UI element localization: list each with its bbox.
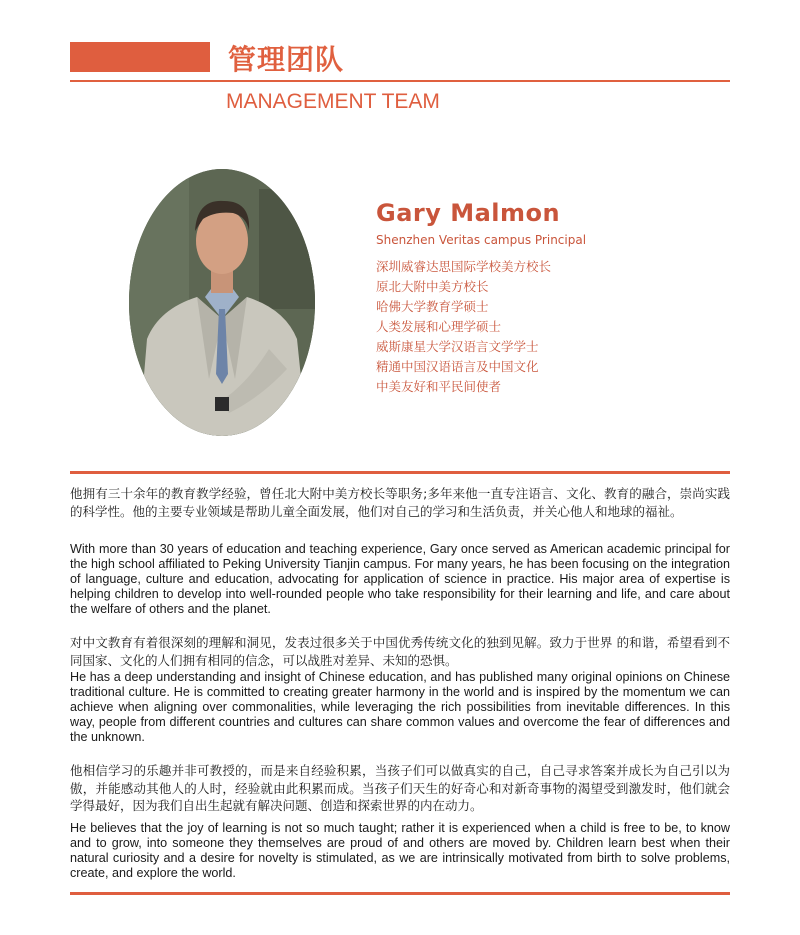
- profile-name: Gary Malmon: [376, 199, 561, 227]
- portrait-illustration: [129, 169, 315, 436]
- bio-paragraph-2-cn: 对中文教育有着很深刻的理解和洞见，发表过很多关于中国优秀传统文化的独到见解。致力于世界 的和谐，希望看到不同国家、文化的人们拥有相同的信念，可以战胜对差异、未知的恐惧。: [70, 635, 730, 668]
- profile-role: Shenzhen Veritas campus Principal: [376, 233, 587, 247]
- bio-paragraph-3-cn: 他相信学习的乐趣并非可教授的，而是来自经验积累，当孩子们可以做真实的自己，自己寻求答案并成长为自己引以为傲，并能感动其他人的人时，经验就由此积累而成。当孩子们天生的好奇心和对新奇事物的渴望受到激发时，他们就会学得最好，因为我们自出生起就有解决问题、创造和探索世界的内在动力。: [70, 763, 730, 813]
- section-divider-top: [70, 471, 730, 474]
- title-accent-bar: [70, 42, 210, 72]
- page-title-cn: 管理团队: [228, 43, 345, 76]
- bio-paragraph-1-cn: 他拥有三十余年的教育教学经验，曾任北大附中美方校长等职务;多年来他一直专注语言、文化、教育的融合，崇尚实践的科学性。他的主要专业领域是帮助儿童全面发展，他们对自己的学习和生活负责，并关心他人和地球的福祉。: [70, 486, 730, 519]
- credential-item: 原北大附中美方校长: [376, 279, 489, 294]
- credential-item: 精通中国汉语语言及中国文化: [376, 359, 539, 374]
- bio-paragraph-1-en: With more than 30 years of education and teaching experience, Gary once served as American academic principal for the high school affiliated to Peking University Tianjin campus. For many years, he has been focusing on the integration of language, culture and education, advocating for application of science in practice. His major area of expertise is helping children to develop into well-rounded people who take responsibility for their learning and life, and care about the welfare of others and the planet.: [70, 542, 730, 616]
- bio-paragraph-2-en: He has a deep understanding and insight of Chinese education, and has published many original opinions on Chinese traditional culture. He is committed to creating greater harmony in the world and is inspired by the momentum we can achieve when aligning over commonalities, while leveraging the rich possibilities from inevitable differences. In this way, people from different countries and cultures can share common values and overcome the fear of differences and the unknown.: [70, 670, 730, 744]
- credentials-list: [376, 257, 551, 397]
- title-divider: [70, 80, 730, 82]
- credential-item: 威斯康星大学汉语言文学学士: [376, 339, 539, 354]
- credential-item: 深圳威睿达思国际学校美方校长: [376, 259, 552, 274]
- credential-item: 哈佛大学教育学硕士: [376, 299, 489, 314]
- credential-item: 中美友好和平民间使者: [376, 379, 502, 394]
- profile-photo: [129, 169, 315, 436]
- section-divider-bottom: [70, 892, 730, 895]
- bio-paragraph-3-en: He believes that the joy of learning is not so much taught; rather it is experienced when a child is free to be, to know and to grow, into someone they themselves are proud of and others are moved by. Children learn best when their natural curiosity and a desire for novelty is stimulated, as we are intrinsically motivated from birth to solve problems, create, and explore the world.: [70, 821, 730, 880]
- credential-item: 人类发展和心理学硕士: [376, 319, 502, 334]
- page-title-en: MANAGEMENT TEAM: [226, 90, 440, 113]
